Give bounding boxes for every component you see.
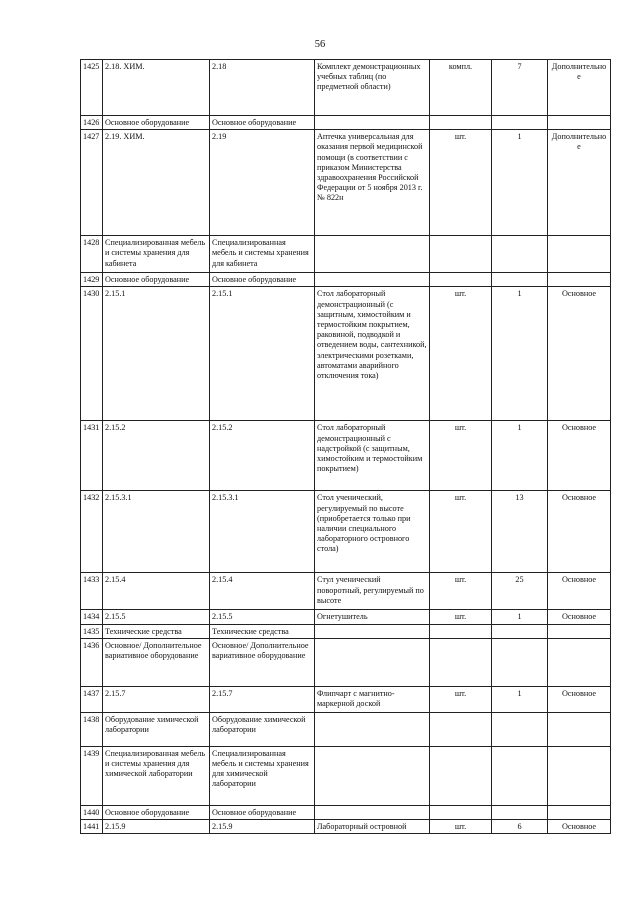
row-type: Основное: [548, 491, 611, 573]
row-name: Стол лабораторный демонстрационный (с защитным, химостойким и термостойким покрытием, раковиной, подводкой и отведением воды, сантехникой, электрическими розетками, автоматами аварийного отключения тока): [315, 287, 430, 421]
row-ref: Технические средства: [210, 624, 315, 638]
row-ref: Основное оборудование: [210, 273, 315, 287]
row-ref: Специализированная мебель и системы хранения для кабинета: [210, 236, 315, 273]
row-code: Специализированная мебель и системы хранения для химической лаборатории: [103, 746, 210, 805]
table-row: [81, 820, 611, 834]
row-qty: [492, 712, 548, 746]
row-type: Дополнительное: [548, 130, 611, 236]
row-ref: Специализированная мебель и системы хранения для химической лаборатории: [210, 746, 315, 805]
equipment-table: [80, 59, 611, 834]
row-code: 2.15.2: [103, 421, 210, 491]
row-number: 1438: [81, 712, 103, 746]
row-type: [548, 638, 611, 686]
row-number: 1428: [81, 236, 103, 273]
table-row: [81, 60, 611, 116]
row-qty: [492, 805, 548, 819]
row-number: 1431: [81, 421, 103, 491]
row-number: 1436: [81, 638, 103, 686]
row-qty: 7: [492, 60, 548, 116]
row-type: [548, 624, 611, 638]
row-code: 2.15.1: [103, 287, 210, 421]
row-unit: шт.: [430, 573, 492, 610]
table-row: [81, 573, 611, 610]
table-row: [81, 491, 611, 573]
row-code: 2.15.9: [103, 820, 210, 834]
row-type: [548, 746, 611, 805]
row-code: Основное оборудование: [103, 273, 210, 287]
row-qty: [492, 236, 548, 273]
row-code: 2.18. ХИМ.: [103, 60, 210, 116]
row-code: 2.15.7: [103, 686, 210, 712]
table-row: [81, 746, 611, 805]
row-type: [548, 712, 611, 746]
table-row: [81, 805, 611, 819]
row-ref: 2.15.4: [210, 573, 315, 610]
row-code: 2.15.5: [103, 610, 210, 624]
row-type: Дополнительное: [548, 60, 611, 116]
row-ref: 2.15.1: [210, 287, 315, 421]
row-name: [315, 236, 430, 273]
table-row: [81, 287, 611, 421]
row-unit: [430, 273, 492, 287]
row-name: [315, 712, 430, 746]
row-ref: Основное оборудование: [210, 116, 315, 130]
table-row: [81, 712, 611, 746]
row-type: Основное: [548, 421, 611, 491]
row-number: 1425: [81, 60, 103, 116]
row-unit: шт.: [430, 287, 492, 421]
row-unit: шт.: [430, 610, 492, 624]
row-code: Специализированная мебель и системы хранения для кабинета: [103, 236, 210, 273]
row-unit: [430, 638, 492, 686]
row-qty: [492, 116, 548, 130]
row-qty: 1: [492, 610, 548, 624]
row-code: Основное оборудование: [103, 805, 210, 819]
row-qty: 1: [492, 686, 548, 712]
row-number: 1433: [81, 573, 103, 610]
row-name: Стол лабораторный демонстрационный с надстройкой (с защитным, химостойким и термостойким покрытием): [315, 421, 430, 491]
row-ref: 2.15.5: [210, 610, 315, 624]
row-ref: Основное оборудование: [210, 805, 315, 819]
page-number: 56: [314, 39, 326, 50]
row-unit: шт.: [430, 820, 492, 834]
row-code: 2.19. ХИМ.: [103, 130, 210, 236]
row-name: [315, 116, 430, 130]
row-number: 1441: [81, 820, 103, 834]
row-ref: 2.15.3.1: [210, 491, 315, 573]
row-ref: Основное/ Дополнительное вариативное оборудование: [210, 638, 315, 686]
row-ref: 2.19: [210, 130, 315, 236]
row-unit: шт.: [430, 421, 492, 491]
row-ref: 2.15.7: [210, 686, 315, 712]
row-type: Основное: [548, 287, 611, 421]
row-unit: [430, 805, 492, 819]
row-number: 1439: [81, 746, 103, 805]
row-name: Аптечка универсальная для оказания первой медицинской помощи (в соответствии с приказом Министерства здравоохранения Российской Федерации от 5 ноября 2013 г. № 822н: [315, 130, 430, 236]
row-qty: 25: [492, 573, 548, 610]
table-row: [81, 638, 611, 686]
row-unit: [430, 746, 492, 805]
row-qty: 1: [492, 287, 548, 421]
row-number: 1435: [81, 624, 103, 638]
row-qty: 1: [492, 130, 548, 236]
equipment-table-body: [81, 60, 611, 834]
table-row: [81, 610, 611, 624]
table-row: [81, 273, 611, 287]
row-name: Стол ученический, регулируемый по высоте (приобретается только при наличии специального лабораторного островного стола): [315, 491, 430, 573]
row-name: Комплект демонстрационных учебных таблиц (по предметной области): [315, 60, 430, 116]
row-number: 1429: [81, 273, 103, 287]
row-name: [315, 624, 430, 638]
row-name: [315, 805, 430, 819]
row-number: 1434: [81, 610, 103, 624]
row-qty: 13: [492, 491, 548, 573]
row-code: Оборудование химической лаборатории: [103, 712, 210, 746]
row-number: 1426: [81, 116, 103, 130]
row-number: 1427: [81, 130, 103, 236]
row-name: Стул ученический поворотный, регулируемый по высоте: [315, 573, 430, 610]
row-code: Основное оборудование: [103, 116, 210, 130]
row-type: [548, 116, 611, 130]
row-qty: [492, 624, 548, 638]
row-unit: шт.: [430, 130, 492, 236]
row-qty: 6: [492, 820, 548, 834]
row-name: [315, 638, 430, 686]
row-number: 1432: [81, 491, 103, 573]
table-row: [81, 686, 611, 712]
row-name: Огнетушитель: [315, 610, 430, 624]
row-unit: шт.: [430, 491, 492, 573]
row-code: 2.15.4: [103, 573, 210, 610]
row-code: Технические средства: [103, 624, 210, 638]
row-type: Основное: [548, 686, 611, 712]
row-unit: [430, 712, 492, 746]
row-ref: 2.18: [210, 60, 315, 116]
row-ref: Оборудование химической лаборатории: [210, 712, 315, 746]
row-number: 1430: [81, 287, 103, 421]
table-row: [81, 130, 611, 236]
row-code: Основное/ Дополнительное вариативное оборудование: [103, 638, 210, 686]
row-unit: [430, 624, 492, 638]
row-qty: [492, 746, 548, 805]
row-code: 2.15.3.1: [103, 491, 210, 573]
row-type: Основное: [548, 610, 611, 624]
row-ref: 2.15.2: [210, 421, 315, 491]
row-unit: [430, 116, 492, 130]
row-type: [548, 805, 611, 819]
row-qty: 1: [492, 421, 548, 491]
table-row: [81, 624, 611, 638]
row-ref: 2.15.9: [210, 820, 315, 834]
row-unit: компл.: [430, 60, 492, 116]
row-unit: [430, 236, 492, 273]
row-number: 1437: [81, 686, 103, 712]
row-number: 1440: [81, 805, 103, 819]
row-type: Основное: [548, 820, 611, 834]
row-name: Лабораторный островной: [315, 820, 430, 834]
row-unit: шт.: [430, 686, 492, 712]
table-row: [81, 236, 611, 273]
row-type: Основное: [548, 573, 611, 610]
row-name: [315, 273, 430, 287]
table-row: [81, 116, 611, 130]
row-type: [548, 236, 611, 273]
row-qty: [492, 273, 548, 287]
table-row: [81, 421, 611, 491]
row-name: [315, 746, 430, 805]
row-qty: [492, 638, 548, 686]
row-type: [548, 273, 611, 287]
row-name: Флипчарт с магнитно-маркерной доской: [315, 686, 430, 712]
